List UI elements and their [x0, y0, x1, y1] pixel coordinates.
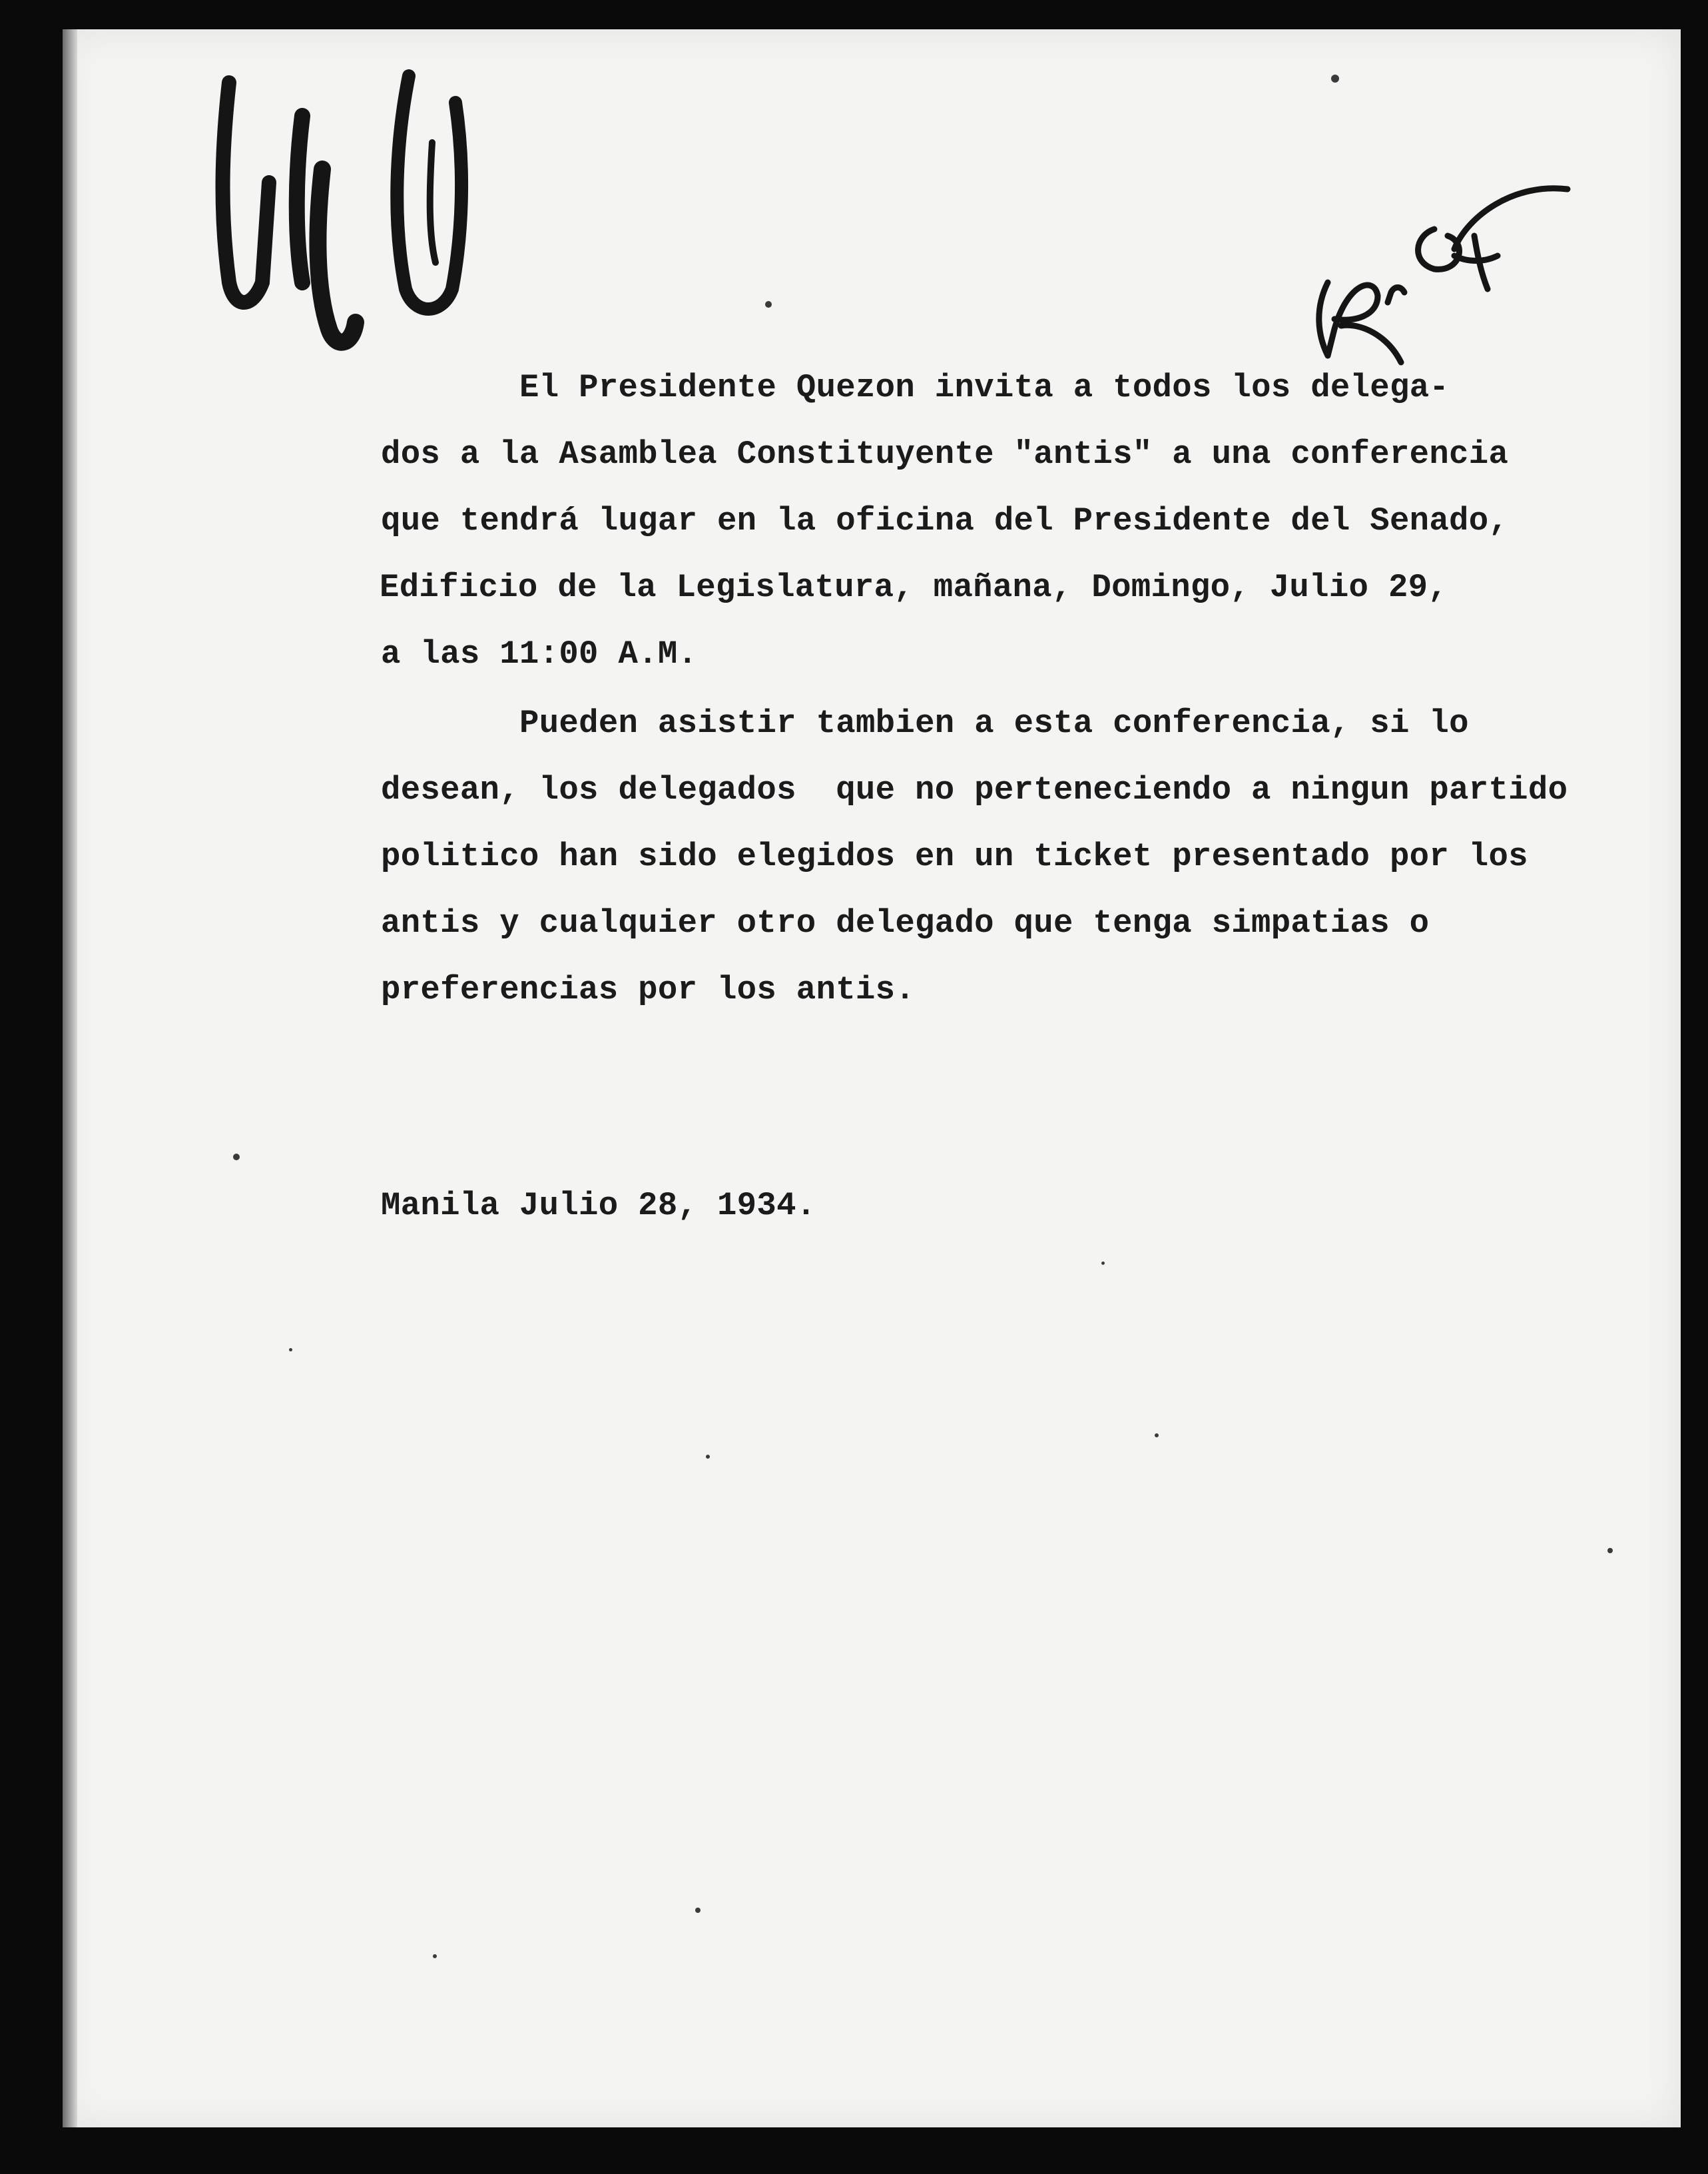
- paragraph2-line: preferencias por los antis.: [381, 971, 916, 1008]
- paragraph2-line: antis y cualquier otro delegado que tenga simpatias o: [381, 905, 1430, 942]
- paragraph1-line: Edificio de la Legislatura, mañana, Domingo, Julio 29,: [380, 569, 1448, 606]
- dateline: Manila Julio 28, 1934.: [381, 1187, 816, 1224]
- document-body: [63, 29, 1681, 2127]
- paper-sheet: [63, 29, 1681, 2127]
- paragraph1-line: a las 11:00 A.M.: [381, 635, 698, 673]
- paragraph1-line: dos a la Asamblea Constituyente "antis" a una conferencia: [381, 436, 1509, 473]
- paragraph1-line: El Presidente Quezon invita a todos los delega-: [519, 369, 1450, 406]
- paragraph2-line: Pueden asistir tambien a esta conferencia, si lo: [519, 705, 1469, 742]
- paragraph2-line: desean, los delegados que no perteneciendo a ningun partido: [381, 771, 1568, 809]
- paragraph2-line: politico han sido elegidos en un ticket presentado por los: [381, 838, 1528, 875]
- paragraph1-line: que tendrá lugar en la oficina del Presidente del Senado,: [381, 502, 1509, 540]
